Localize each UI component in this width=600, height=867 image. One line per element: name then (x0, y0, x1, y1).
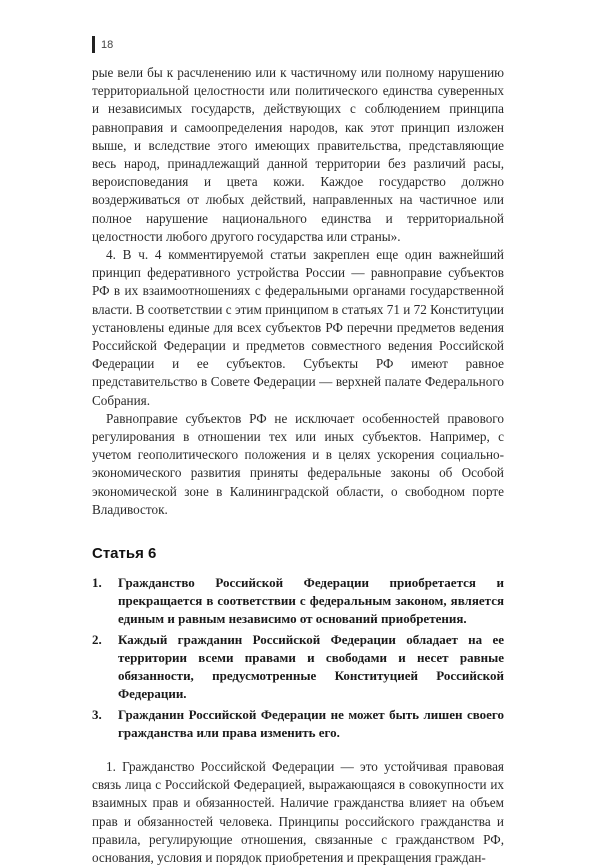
clause-text: Гражданство Российской Федерации приобретается и прекращается в соответствии с федеральным законом, является единым и равным независимо от оснований приобретения. (118, 575, 504, 627)
article-clauses (92, 574, 504, 742)
clause-number: 3. (92, 706, 102, 722)
article-clause-1 (92, 574, 504, 629)
article-heading: Статья 6 (92, 545, 157, 563)
paragraph-comment-4: 4. В ч. 4 комментируемой статьи закреплен еще один важнейший принцип федеративного устройства России — равноправие субъектов РФ в их взаимоотношениях с федеральными органами государственной власти. В соответствии с этим принципом в статьях 71 и 72 Конституции установлены единые для всех субъектов РФ перечни предметов ведения Российской Федерации и предметов совместного ведения Российской Федерации и ее субъектов. Субъекты РФ имеют равное представительство в Совете Федерации — верхней палате Федерального Собрания. (92, 247, 504, 408)
page-marker-bar (92, 36, 95, 53)
page-content (92, 64, 504, 867)
paragraph-continued: рые вели бы к расчленению или к частичному или полному нарушению территориальной целостности или политического единства суверенных и независимых государств, действующих с соблюдением принципа равноправия и самоопределения народов, как этот принцип изложен выше, и вследствие этого имеющих правительства, представляющие весь народ, принадлежащий данной территории без различий расы, вероисповедания и цвета кожи. Каждое государство должно воздерживаться от любых действий, направленных на частичное или полное нарушение национального единства и территориальной целостности любого другого государства или страны». (92, 65, 504, 244)
paragraph-equality: Равноправие субъектов РФ не исключает особенностей правового регулирования в отношении тех или иных субъектов. Например, с учетом геополитического положения и в целях ускорения социально-экономического развития приняты федеральные законы об Особой экономической зоне в Калининградской области, о свободном порте Владивосток. (92, 410, 504, 517)
article-clause-2 (92, 631, 504, 704)
clause-number: 1. (92, 575, 102, 591)
article-clause-3 (92, 706, 504, 742)
clause-text: Каждый гражданин Российской Федерации обладает на ее территории всеми правами и свободами и несет равные обязанности, предусмотренные Конституцией Российской Федерации. (118, 631, 504, 702)
page-number-label: 18 (101, 38, 114, 51)
clause-text: Гражданин Российской Федерации не может быть лишен своего гражданства или права изменить его. (118, 706, 504, 740)
page-number (92, 36, 113, 53)
clause-number: 2. (92, 631, 102, 647)
paragraph-commentary-1: 1. Гражданство Российской Федерации — это устойчивая правовая связь лица с Российской Федерацией, выражающаяся в совокупности их взаимных прав и обязанностей. Наличие гражданства влияет на объем прав и обязанностей человека. Принципы российского гражданства и правила, регулирующие отношения, связанные с гражданством РФ, основания, условия и порядок приобретения и прекращения граждан- (92, 758, 504, 865)
